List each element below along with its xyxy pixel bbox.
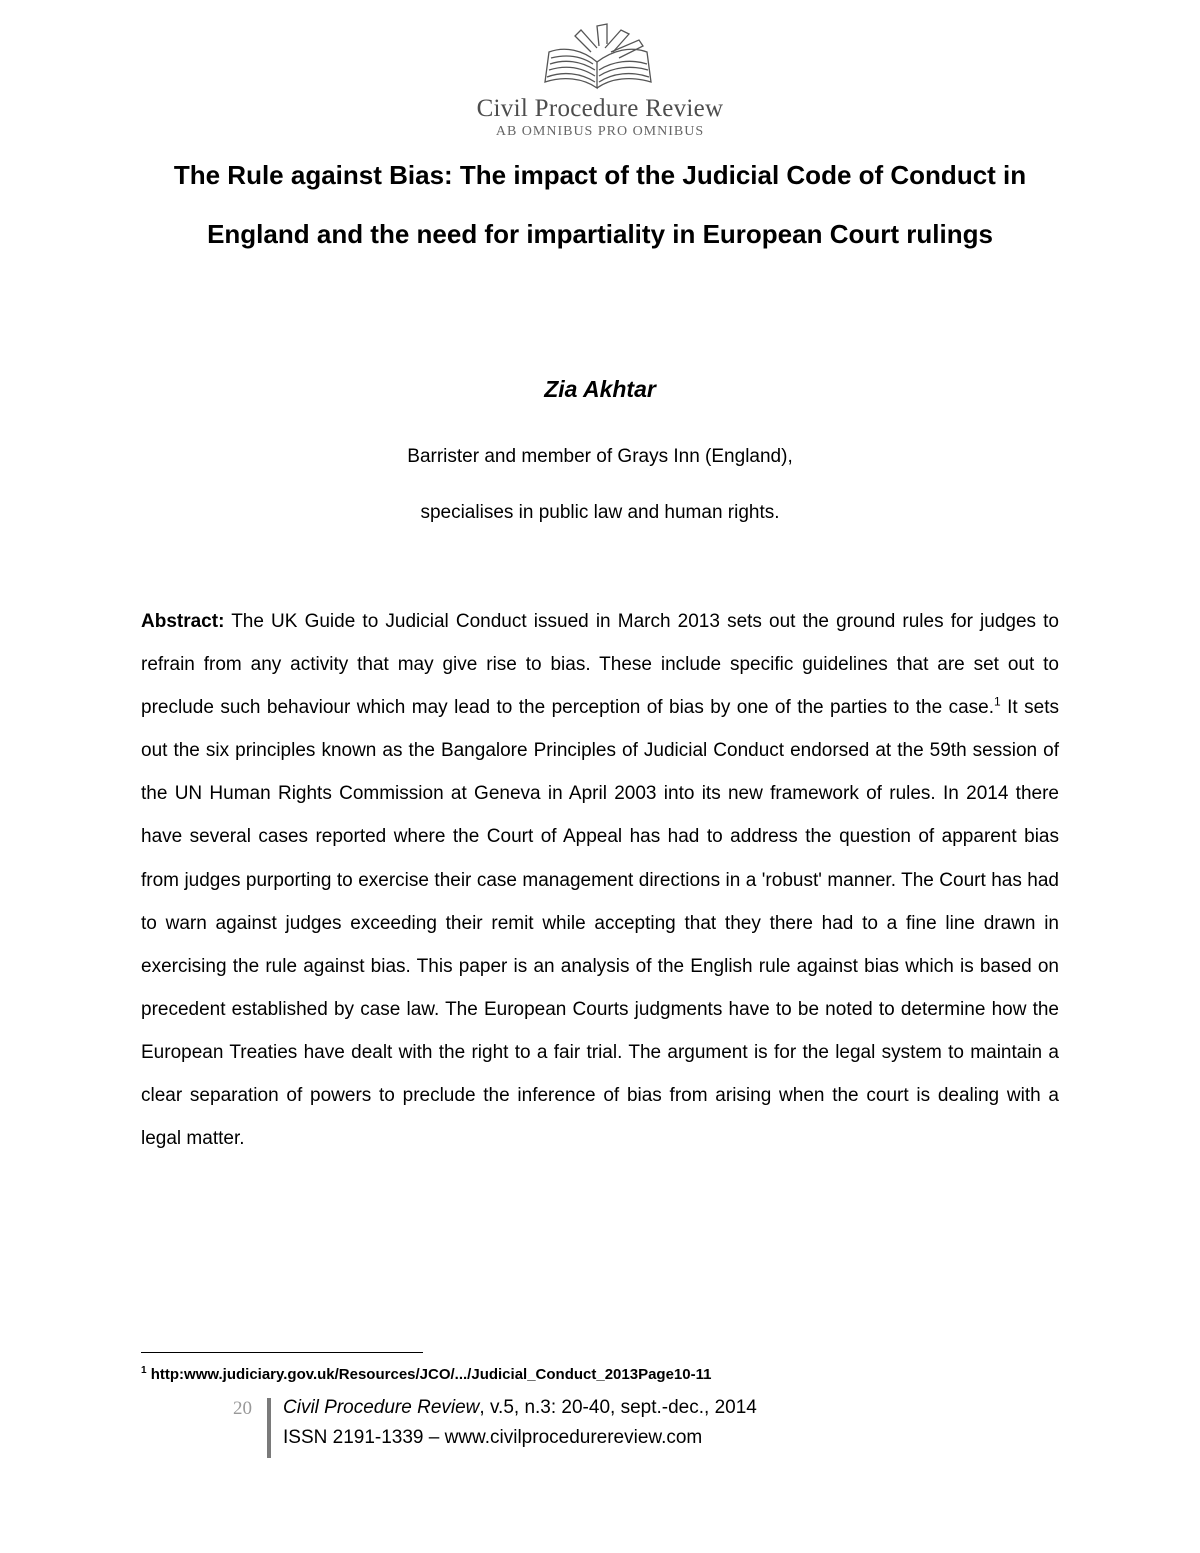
logo-name: Civil Procedure Review [476,95,724,122]
abstract-text-part2: It sets out the six principles known as the Bangalore Principles of Judicial Conduct endorsed at the 59th session of the UN Human Rights Commission at Geneva in April 2003 into its new framework of rules. In 2014 there have several cases reported where the Court of Appeal has had to address the question of apparent bias from judges purporting to exercise their case management directions in a 'robust' manner. The Court has had to warn against judges exceeding their remit while accepting that they there had to a fine line drawn in exercising the rule against bias. This paper is an analysis of the English rule against bias which is based on precedent established by case law. The European Courts judgments have to be noted to determine how the European Treaties have dealt with the right to a fair trial. The argument is for the legal system to maintain a clear separation of powers to preclude the inference of bias from arising when the court is dealing with a legal matter. [141,697,1059,1150]
paper-title: The Rule against Bias: The impact of the Judicial Code of Conduct in England and the need for impartiality in European Court rulings [173,160,1027,249]
footer-citation [283,1397,757,1419]
abstract-text-part1: The UK Guide to Judicial Conduct issued in March 2013 sets out the ground rules for judges to refrain from any activity that may give rise to bias. These include specific guidelines that are set out to preclude such behaviour which may lead to the perception of bias by one of the parties to the case. [141,611,1059,719]
abstract-label: Abstract: [141,611,225,632]
author-affiliation-2: specialises in public law and human rights. [420,502,780,523]
page-number: 20 [233,1398,252,1419]
footer-volume-info: , v.5, n.3: 20-40, sept.-dec., 2014 [479,1397,757,1418]
footer-journal-name: Civil Procedure Review [283,1397,480,1418]
open-book-icon [535,22,665,94]
author-affiliation-1: Barrister and member of Grays Inn (England), [407,446,793,467]
footnote-reference[interactable]: 1 [994,694,1001,709]
journal-logo [0,22,1200,142]
footer-issn: ISSN 2191-1339 – www.civilprocedurereview.com [283,1427,703,1448]
author-name: Zia Akhtar [544,376,656,402]
footnote [141,1365,711,1383]
footnote-text: http:www.judiciary.gov.uk/Resources/JCO/.../Judicial_Conduct_2013Page10-11 [146,1366,712,1383]
footnote-number: 1 [141,1365,147,1376]
footer-divider [267,1398,271,1458]
footnote-divider [141,1352,423,1353]
abstract [141,600,1059,1160]
logo-motto: AB OMNIBUS PRO OMNIBUS [495,124,705,139]
